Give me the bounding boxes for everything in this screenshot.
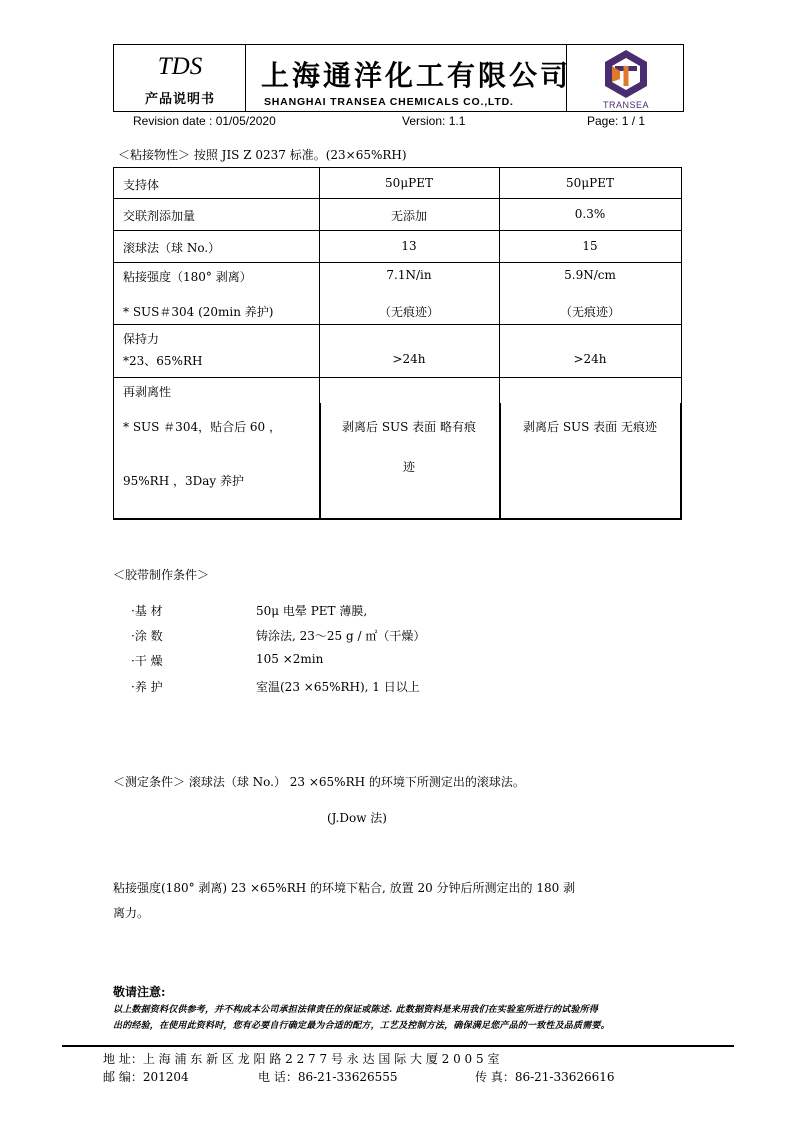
- tds-subtitle: 产品说明书: [144, 92, 215, 107]
- measurement-line: 粘接强度(180° 剥离) 23 ×65%RH 的环境下粘合, 放置 20 分钟后所测定出的 180 剥: [113, 881, 576, 895]
- adhesion-properties-table: [113, 167, 682, 520]
- measurement-line: 离力。: [113, 906, 150, 920]
- measurement-line: ＜测定条件＞ 滚球法（球 No.） 23 ×65%RH 的环境下所测定出的滚球法。: [113, 775, 525, 789]
- notice-title: 敬请注意:: [113, 985, 166, 999]
- table-cell: 50μPET: [385, 176, 433, 190]
- condition-value: 铸涂法, 23～25 g / ㎡（干燥）: [256, 629, 426, 643]
- table-row-label: 保持力: [123, 332, 160, 346]
- footer-postcode: 邮 编：201204: [103, 1070, 189, 1084]
- condition-key: ·养 护: [131, 680, 163, 694]
- table-row-sublabel: *23、65%RH: [123, 354, 203, 368]
- page-number: Page: 1 / 1: [587, 114, 646, 128]
- notice-text: 出的经验，在使用此资料时，您有必要自行确定最为合适的配方，工艺及控制方法，确保满足您产品的一致性及品质需要。: [113, 1021, 610, 1031]
- logo-text: TRANSEA: [602, 100, 649, 110]
- revision-date: Revision date : 01/05/2020: [133, 114, 276, 128]
- measurement-method: (J.Dow 法): [327, 811, 387, 825]
- table-cell: 迹: [402, 460, 415, 474]
- table-row-sublabel: * SUS ＃304，贴合后 60 ，: [123, 420, 281, 434]
- adhesion-title: ＜粘接物性＞ 按照 JIS Z 0237 标准。(23×65%RH): [118, 148, 407, 162]
- conditions-title: ＜胶带制作条件＞: [113, 568, 210, 582]
- footer-phone: 电 话：86-21-33626555: [258, 1070, 398, 1084]
- table-cell: 无添加: [390, 209, 427, 223]
- transea-logo-icon: [600, 48, 652, 98]
- table-row-label: 滚球法（球 No.）: [123, 241, 221, 255]
- table-cell: 0.3%: [574, 207, 606, 221]
- table-cell: >24h: [573, 352, 607, 366]
- logo-cell: [566, 45, 684, 111]
- revision-version: Version: 1.1: [402, 114, 466, 128]
- table-cell: （无痕迹）: [559, 305, 620, 319]
- table-cell: 5.9N/cm: [564, 268, 616, 282]
- tds-title: TDS: [157, 53, 203, 80]
- document-header: [113, 44, 684, 112]
- company-name-cn: 上海通洋化工有限公司: [261, 59, 572, 92]
- table-row-sublabel: * SUS＃304 (20min 养护): [123, 305, 274, 319]
- footer-divider: [62, 1045, 734, 1047]
- table-row-label: 支持体: [123, 178, 160, 192]
- table-row-sublabel: 95%RH ，3Day 养护: [123, 474, 244, 488]
- table-cell: 剥离后 SUS 表面 略有痕: [342, 420, 476, 434]
- tds-cell: [114, 45, 246, 111]
- condition-value: 室温(23 ×65%RH), 1 日以上: [256, 680, 420, 694]
- table-cell: 13: [401, 239, 417, 253]
- table-cell: 剥离后 SUS 表面 无痕迹: [523, 420, 657, 434]
- condition-key: ·基 材: [131, 604, 163, 618]
- table-cell: 7.1N/in: [386, 268, 432, 282]
- notice-text: 以上数据资料仅供参考，并不构成本公司承担法律责任的保证或陈述. 此数据资料是来用我们在实验室所进行的试验所得: [113, 1005, 599, 1015]
- footer-address: 地 址：上 海 浦 东 新 区 龙 阳 路 2 2 7 7 号 永 达 国 际 大 厦 2 0 0 5 室: [103, 1052, 500, 1066]
- footer-fax: 传 真：86-21-33626616: [475, 1070, 615, 1084]
- table-row-label: 粘接强度（180° 剥离）: [123, 270, 252, 284]
- table-cell: >24h: [392, 352, 426, 366]
- table-cell: （无痕迹）: [378, 305, 439, 319]
- condition-value: 105 ×2min: [256, 652, 324, 666]
- table-row-label: 再剥离性: [123, 385, 172, 399]
- condition-key: ·干 燥: [131, 654, 163, 668]
- condition-value: 50μ 电晕 PET 薄膜,: [256, 604, 368, 618]
- table-row-label: 交联剂添加量: [123, 209, 196, 223]
- table-cell: 15: [582, 239, 598, 253]
- table-cell: 50μPET: [566, 176, 614, 190]
- company-name-en: SHANGHAI TRANSEA CHEMICALS CO.,LTD.: [264, 96, 514, 108]
- condition-key: ·涂 数: [131, 629, 163, 643]
